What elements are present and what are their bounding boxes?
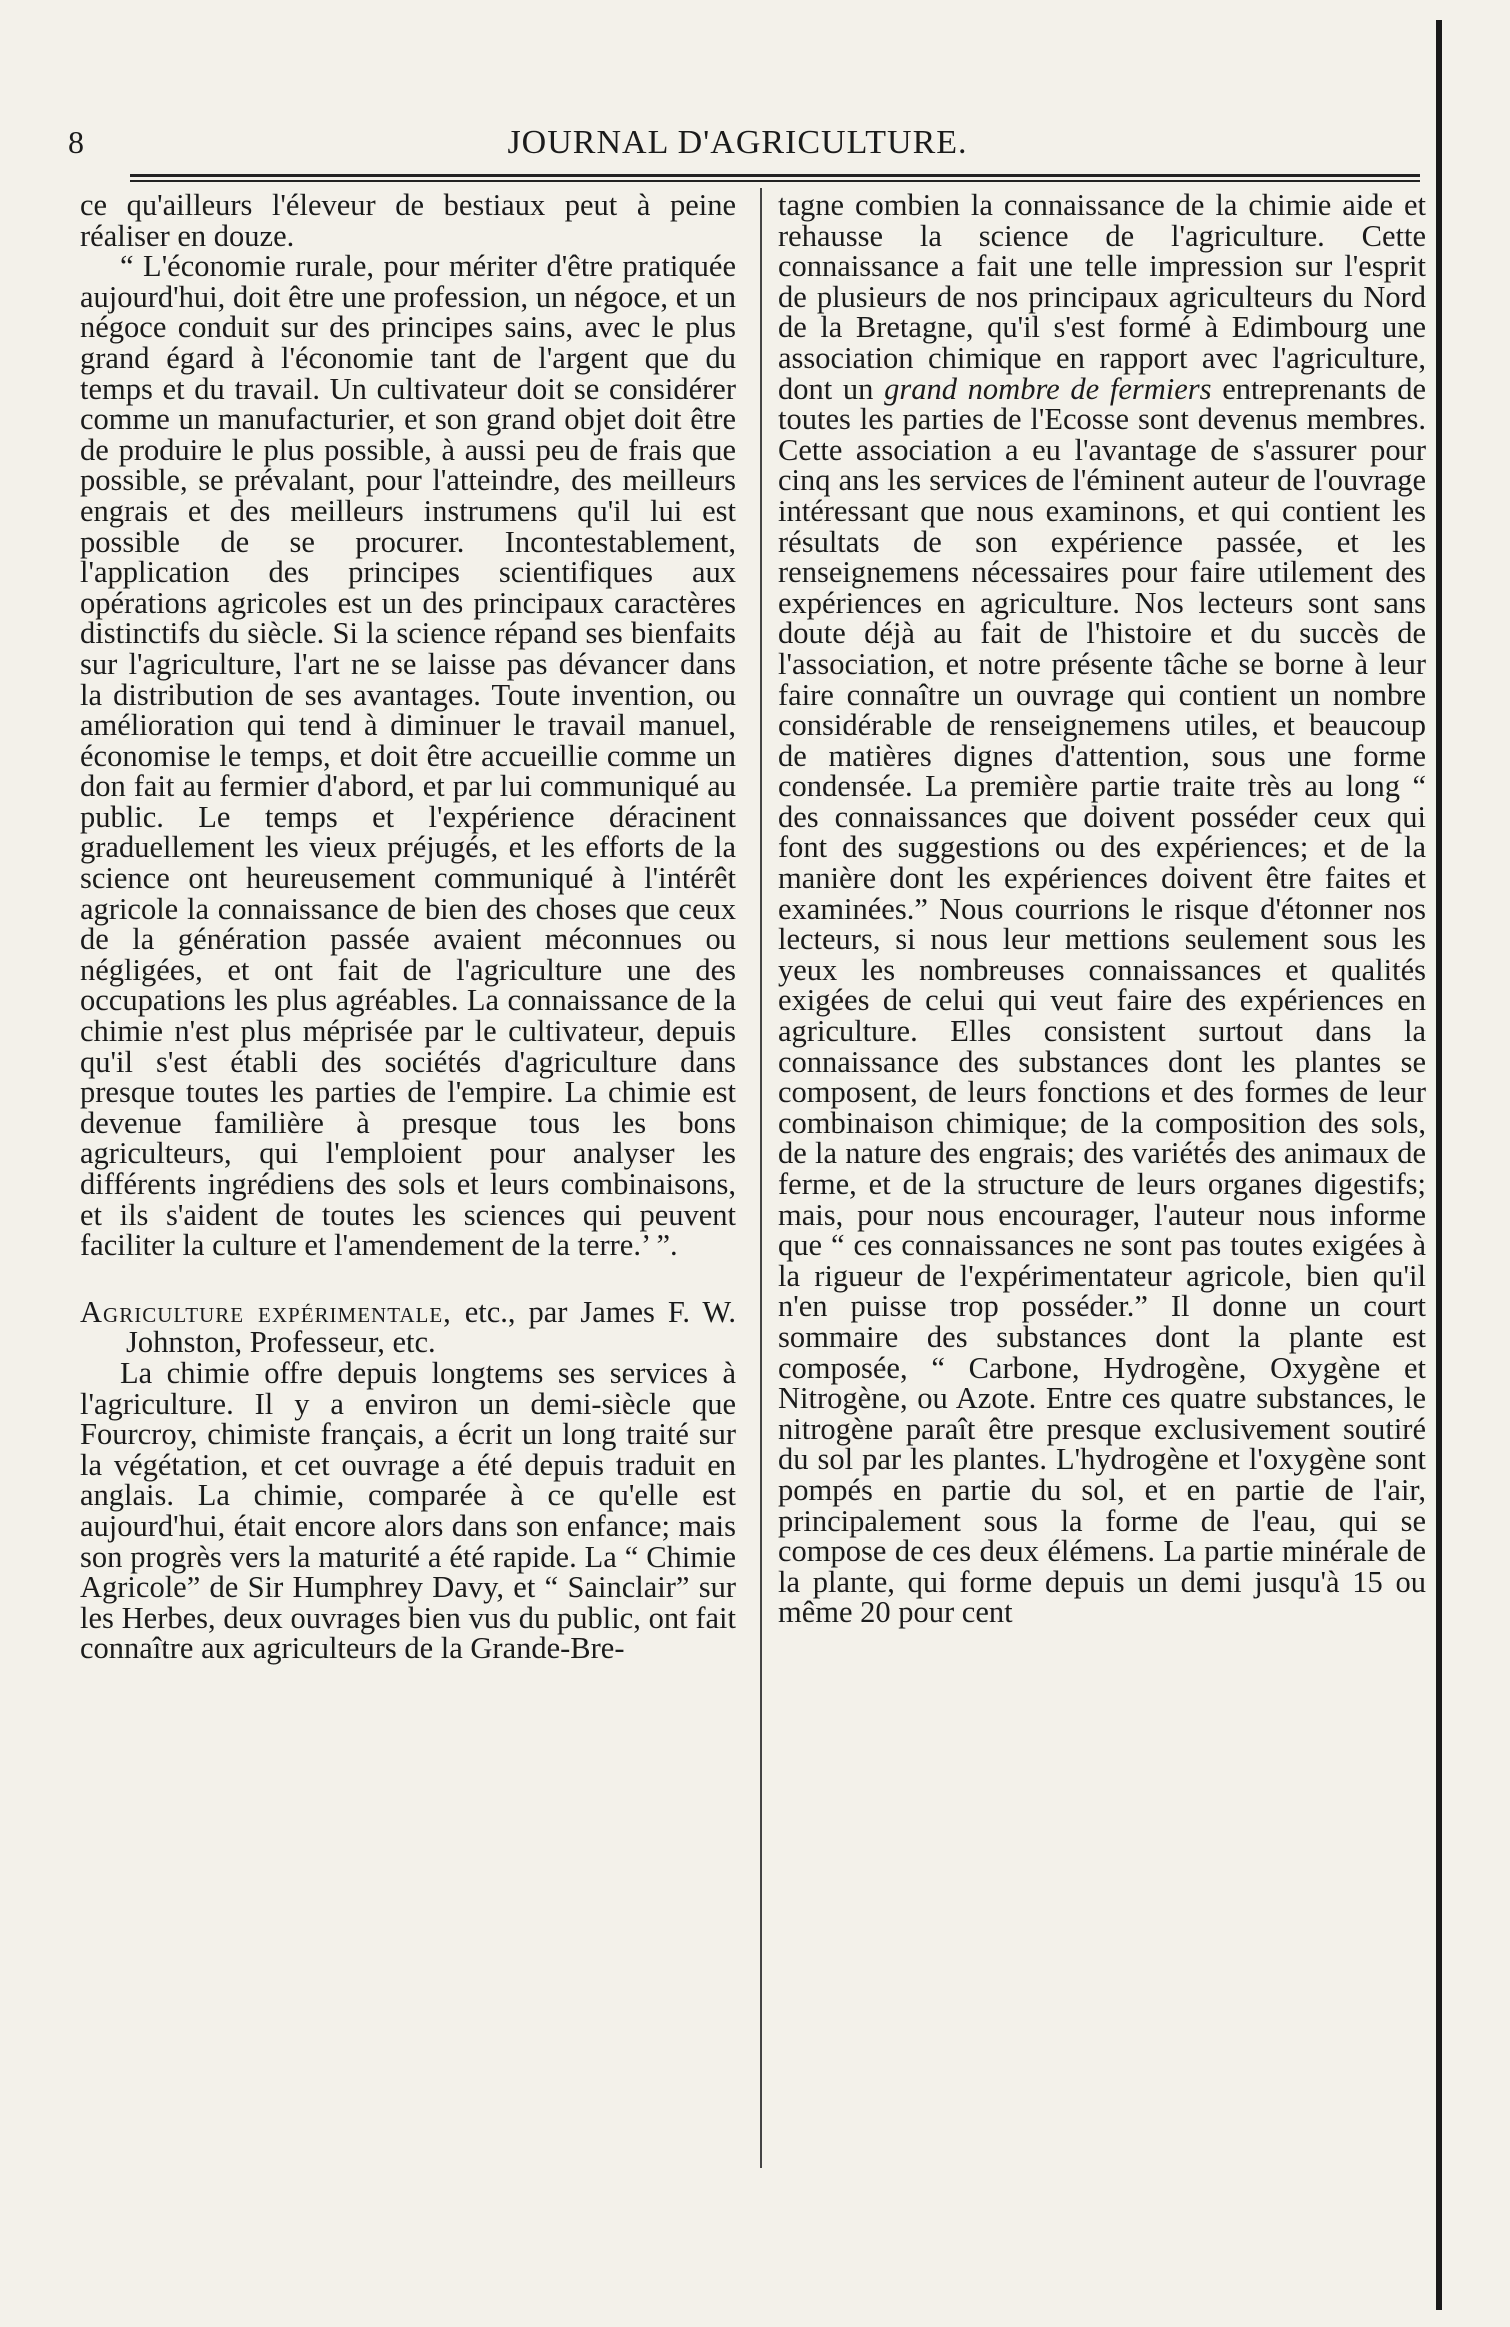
header-rule-bottom [130, 180, 1420, 182]
running-title: JOURNAL D'AGRICULTURE. [507, 124, 968, 161]
article-heading-title: Agriculture expérimentale, [80, 1294, 452, 1329]
page-header [60, 118, 1415, 168]
text-run: entreprenants de toutes les parties de l'Ecosse sont devenus membres. Cette association a eu l'avantage de s'assurer pour cinq ans les services de l'éminent auteur de l'ouvrage intéressant que nous examinons, et qui contient les résultats de son expérience passée, et les renseignemens nécessaires pour faire utilement des expériences en agriculture. Nos lecteurs sont sans doute déjà au fait de l'histoire et du succès de l'association, et notre présente tâche se borne à leur faire connaître un ouvrage qui contient un nombre considérable de renseignemens utiles, et beaucoup de matières dignes d'attention, sous une forme condensée. La première partie traite très au long “ des connaissances que doivent posséder ceux qui font des suggestions ou des expériences; et de la manière dont les expériences doivent être faites et examinées.” Nous courrions le risque d'étonner nos lecteurs, si nous leur mettions seulement sous les yeux les nombreuses connaissances et qualités exigées de celui qui veut faire des expériences en agriculture. Elles consistent surtout dans la connaissance des substances dont les plantes se composent, de leurs fonctions et des formes de leur combinaison chimique; de la composition des sols, de la nature des engrais; des variétés des animaux de ferme, et de la structure de leurs organes digestifs; mais, pour nous encourager, l'auteur nous informe que “ ces connaissances ne sont pas toutes exigées à la rigueur de l'expérimentateur agricole, bien qu'il n'en puisse trop posséder.” Il donne un court sommaire des substances dont la plante est composée, “ Carbone, Hydrogène, Oxygène et Nitrogène, ou Azote. Entre ces quatre substances, le nitrogène paraît être presque exclusivement soutiré du sol par les plantes. L'hydrogène et l'oxygène sont pompés en partie du sol, et en partie de l'air, principalement sous la forme de l'eau, qui se compose de ces deux élémens. La partie minérale de la plante, qui forme depuis un demi jusqu'à 15 ou même 20 pour cent [778, 371, 1426, 1630]
italic-text: grand nombre de fermiers [884, 371, 1212, 406]
text-run: tagne combien la connaissance de la chimie aide et rehausse la science de l'agriculture. Cette connaissance a fait une telle impression sur l'esprit de plusieurs de nos principaux agriculteurs du Nord de la Bretagne, qu'il s'est formé à Edimbourg une association chimique en rapport avec l'agriculture, dont un [778, 188, 1426, 406]
header-rule-top [130, 174, 1420, 177]
column-divider [760, 188, 762, 2168]
paragraph: La chimie offre depuis longtems ses services à l'agriculture. Il y a environ un demi-siècle que Fourcroy, chimiste français, a écrit un long traité sur la végétation, et cet ouvrage a été depuis traduit en anglais. La chimie, comparée à ce qu'elle est aujourd'hui, était encore alors dans son enfance; mais son progrès vers la maturité a été rapide. La “ Chimie Agricole” de Sir Humphrey Davy, et “ Sainclair” sur les Herbes, deux ouvrages bien vus du public, ont fait connaître aux agriculteurs de la Grande-Bre- [80, 1355, 736, 1666]
article-heading [80, 1294, 736, 1360]
page-number: 8 [68, 124, 84, 160]
right-column [778, 190, 1426, 1628]
article-heading-author: etc., par James F. W. Johnston, Professeur, etc. [126, 1294, 736, 1360]
paragraph: ce qu'ailleurs l'éleveur de bestiaux peut à peine réaliser en douze. [80, 188, 736, 253]
page-edge-bar [1436, 20, 1442, 2310]
left-column [80, 190, 736, 1664]
paragraph [778, 190, 1426, 1628]
paragraph: “ L'économie rurale, pour mériter d'être pratiquée aujourd'hui, doit être une profession, un négoce, et un négoce conduit sur des principes sains, avec le plus grand égard à l'économie tant de l'argent que du temps et du travail. Un cultivateur doit se considérer comme un manufacturier, et son grand objet doit être de produire le plus possible, à aussi peu de frais que possible, se prévalant, pour l'atteindre, des meilleurs engrais et des meilleurs instrumens qu'il lui est possible de se procurer. Incontestablement, l'application des principes scientifiques aux opérations agricoles est un des principaux caractères distinctifs du siècle. Si la science répand ses bienfaits sur l'agriculture, l'art ne se laisse pas dévancer dans la distribution de ses avantages. Toute invention, ou amélioration qui tend à diminuer le travail manuel, économise le temps, et doit être accueillie comme un don fait au fermier d'abord, et par lui communiqué au public. Le temps et l'expérience déracinent graduellement les vieux préjugés, et les efforts de la science ont heureusement communiqué à l'intérêt agricole la connaissance de bien des choses que ceux de la génération passée avaient méconnues ou négligées, et ont fait de l'agriculture une des occupations les plus agréables. La connaissance de la chimie n'est plus méprisée par le cultivateur, depuis qu'il s'est établi des sociétés d'agriculture dans presque toutes les parties de l'empire. La chimie est devenue familière à presque tous les bons agriculteurs, qui l'emploient pour analyser les différents ingrédiens des sols et leurs combinaisons, et ils s'aident de toutes les sciences qui peuvent faciliter la culture et l'amendement de la terre.’ ”. [80, 249, 736, 1263]
